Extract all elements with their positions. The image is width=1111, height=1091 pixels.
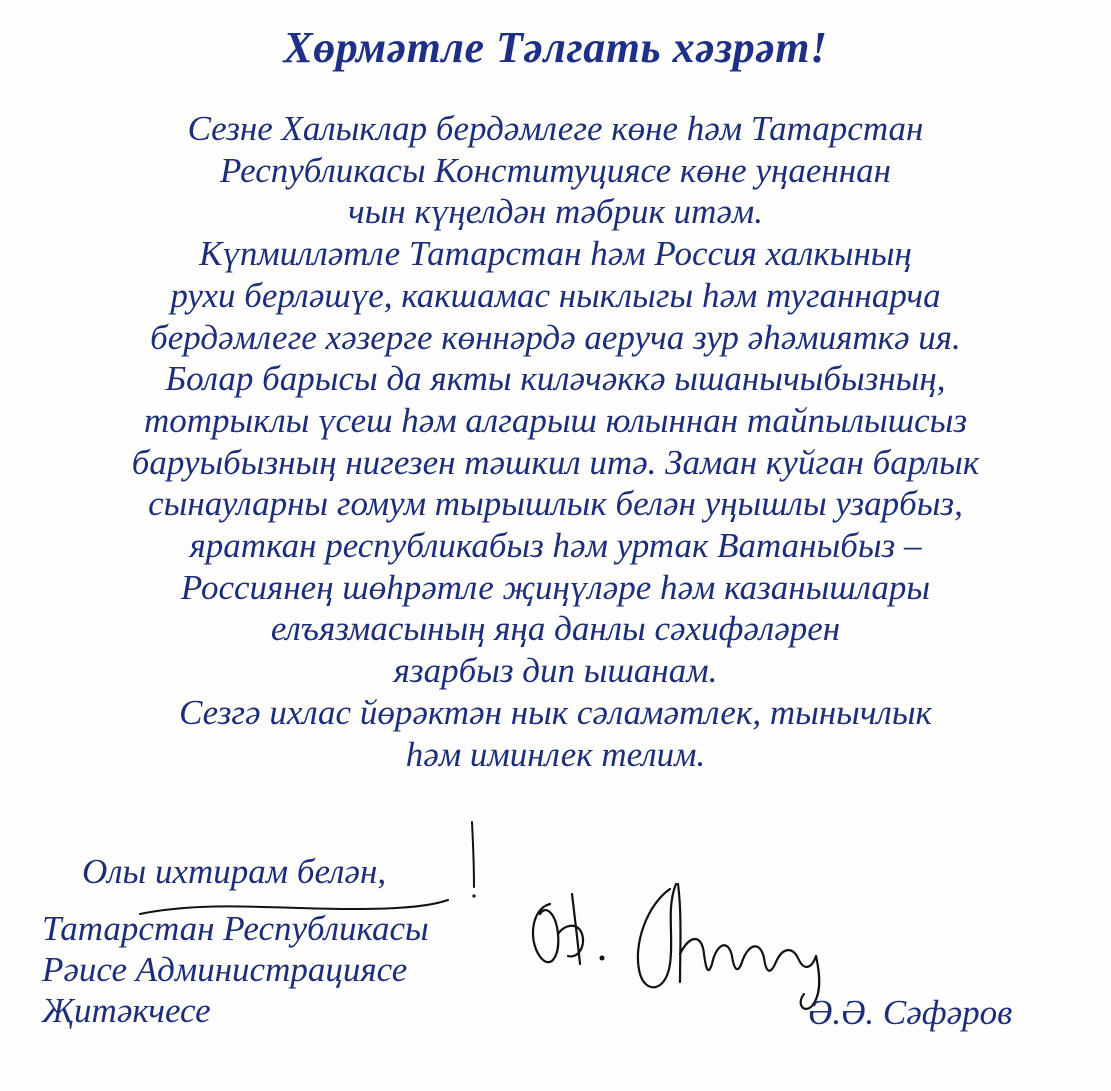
body-line: сынауларны гомум тырышлык белән уңышлы узарбыз, <box>148 484 963 524</box>
body-line: бердәмлеге хәзерге көннәрдә аеруча зур әһәмияткә ия. <box>150 317 961 357</box>
body-line: чын күңелдән тәбрик итәм. <box>348 192 763 232</box>
signer-position <box>42 908 429 1031</box>
position-line: Рәисе Администрациясе <box>42 950 408 989</box>
closing-line: Олы ихтирам белән, <box>82 852 387 891</box>
signer-name: Ә.Ә. Сәфәров <box>808 993 1013 1032</box>
body-line: баруыбызның нигезен тәшкил итә. Заман куйган барлык <box>131 442 980 482</box>
body-line: елъязмасының яңа данлы сәхифәләрен <box>270 609 841 649</box>
body-line: Сезгә ихлас йөрәктән нык сәламәтлек, тынычлык <box>179 692 932 732</box>
body-line: һәм иминлек телим. <box>405 734 706 774</box>
body-line: рухи берләшүе, какшамас ныклыгы һәм туганнарча <box>170 275 941 315</box>
body-line: Сезне Халыклар бердәмлеге көне һәм Татарстан <box>187 109 924 148</box>
body-line: яраткан республикабыз һәм уртак Ватаныбыз – <box>189 526 922 566</box>
position-line: Татарстан Республикасы <box>42 909 429 948</box>
body-line: Күпмилләтле Татарстан һәм Россия халкының <box>199 234 912 274</box>
position-line: Җитәкчесе <box>42 991 211 1030</box>
body-line: язарбыз дип ышанам. <box>393 651 718 691</box>
body-line: Республикасы Конституциясе көне уңаеннан <box>220 150 891 190</box>
handwritten-signature <box>520 864 880 1014</box>
letter-title: Хөрмәтле Тәлгать хәзрәт! <box>283 23 828 72</box>
letter-body <box>0 108 1111 775</box>
body-line: Болар барысы да якты киләчәккә ышанычыбызның, <box>165 359 946 399</box>
body-line: тотрыклы үсеш һәм алгарыш юлыннан тайпылышсыз <box>143 400 968 440</box>
body-line: Россиянең шөһрәтле җиңүләре һәм казанышлары <box>180 567 931 607</box>
